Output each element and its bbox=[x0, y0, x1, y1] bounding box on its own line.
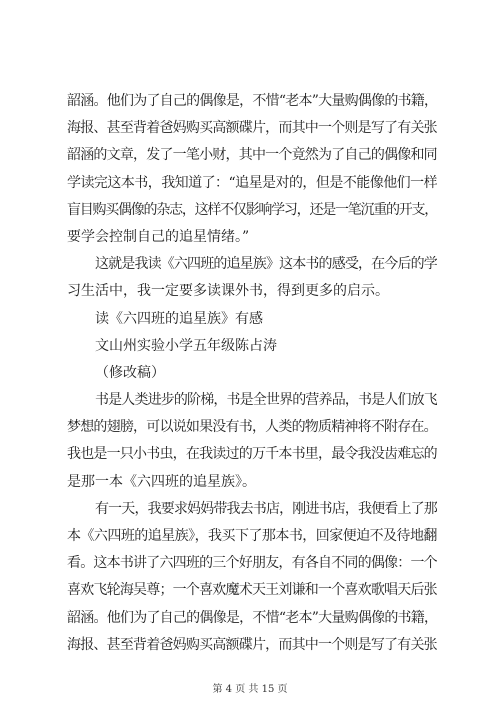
text-line: 我也是一只小书虫，在我读过的万千本书里，最令我没齿难忘的 bbox=[67, 446, 437, 463]
text-line: 韶涵。他们为了自己的偶像是，不惜“老本”大量购偶像的书籍， bbox=[67, 609, 437, 626]
text-line: 看。这本书讲了六四班的三个好朋友，有各自不同的偶像：一个 bbox=[67, 555, 437, 572]
text-line: 海报、甚至背着爸妈购买高额碟片，而其中一个则是写了有关张 bbox=[67, 636, 437, 653]
text-line: 读《六四班的追星族》有感 bbox=[95, 310, 263, 327]
text-line: 要学会控制自己的追星情绪。” bbox=[67, 228, 250, 245]
text-line: 文山州实验小学五年级陈占涛 bbox=[95, 337, 277, 354]
text-line: 盲目购买偶像的杂志，这样不仅影响学习，还是一笔沉重的开支， bbox=[67, 201, 437, 218]
text-line: 这就是我读《六四班的追星族》这本书的感受，在今后的学 bbox=[95, 256, 437, 273]
text-line: 学读完这本书，我知道了：“追星是对的，但是不能像他们一样 bbox=[67, 174, 437, 191]
text-line: （修改稿） bbox=[95, 364, 165, 381]
text-line: 本《六四班的追星族》，我买下了那本书，回家便迫不及待地翻 bbox=[67, 528, 437, 544]
text-line: 韶涵的文章，发了一笔小财，其中一个竟然为了自己的偶像和同 bbox=[67, 147, 437, 164]
text-line: 有一天，我要求妈妈带我去书店，刚进书店，我便看上了那 bbox=[95, 500, 437, 517]
text-line: 韶涵。他们为了自己的偶像是，不惜“老本”大量购偶像的书籍， bbox=[67, 93, 437, 109]
text-line: 是那一本《六四班的追星族》。 bbox=[67, 473, 256, 490]
text-line: 书是人类进步的阶梯，书是全世界的营养品，书是人们放飞 bbox=[95, 392, 437, 409]
text-line: 喜欢飞轮海吴尊；一个喜欢魔术天王刘谦和一个喜欢歌唱天后张 bbox=[67, 582, 437, 599]
text-line: 海报、甚至背着爸妈购买高额碟片，而其中一个则是写了有关张 bbox=[67, 120, 437, 137]
text-line: 梦想的翅膀，可以说如果没有书，人类的物质精神将不附存在。 bbox=[67, 419, 437, 436]
body-text bbox=[67, 88, 437, 659]
text-line: 习生活中，我一定要多读课外书，得到更多的启示。 bbox=[67, 283, 389, 300]
page-footer: 第 4 页 共 15 页 bbox=[212, 684, 288, 695]
